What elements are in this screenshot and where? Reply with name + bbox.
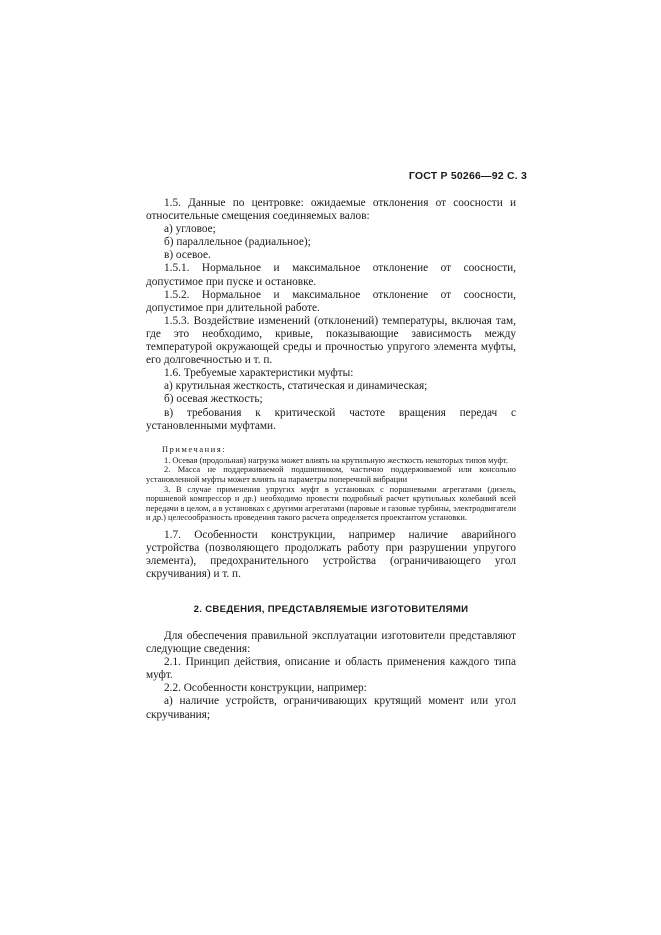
section-2-title: 2. СВЕДЕНИЯ, ПРЕДСТАВЛЯЕМЫЕ ИЗГОТОВИТЕЛЯМИ [193,604,469,615]
paragraph-2-2: 2.2. Особенности конструкции, например: [164,682,367,695]
list-item: а) наличие устройств, ограничивающих крутящий момент или угол скручивания; [146,695,516,721]
list-item: а) угловое; [164,223,216,236]
list-item: б) осевая жесткость; [164,393,263,406]
note-3: 3. В случае применения упругих муфт в установках с поршневыми агрегатами (дизель, поршневой компрессор и др.) необходимо провести подробный расчет крутильных колебаний всей передачи в целом, а в установках с другими агрегатами (паровые и газовые турбины, электродвигатели и др.) целесообразность проведения такого расчета определяется проектантом установки. [146,484,516,523]
note-1: 1. Осевая (продольная) нагрузка может влиять на крутильную жесткость некоторых типов муфт. [164,455,508,465]
section-2-body [146,630,516,722]
list-item: б) параллельное (радиальное); [164,236,311,249]
page-header: ГОСТ Р 50266—92 С. 3 [408,170,527,182]
section-2-intro: Для обеспечения правильной эксплуатации изготовители представляют следующие сведения: [146,630,516,656]
note-2: 2. Масса не поддерживаемой подшипником, частично поддерживаемой или консольно установленной муфты может влиять на параметры поперечной вибрации [146,465,516,484]
section-1-body [146,197,516,581]
paragraph-1-5-2: 1.5.2. Нормальное и максимальное отклонение от соосности, допустимое при длительной работе. [146,288,516,314]
paragraph-1-7: 1.7. Особенности конструкции, например наличие аварийного устройства (позволяющего продолжать работу при разрушении упругого элемента), предохранительного устройства (ограничивающего угол скручивания) и т. п. [146,528,516,581]
list-item: в) требования к критической частоте вращения передач с установленными муфтами. [146,406,516,432]
paragraph-1-5: 1.5. Данные по центровке: ожидаемые отклонения от соосности и относительные смещения соединяемых валов: [146,197,516,223]
paragraph-1-5-1: 1.5.1. Нормальное и максимальное отклонение от соосности, допустимое при пуске и остановке. [146,262,516,288]
paragraph-1-5-3: 1.5.3. Воздействие изменений (отклонений) температуры, включая там, где это необходимо, кривые, показывающие зависимость между температурой окружающей среды и прочностью упругого элемента муфты, его долговечностью и т. п. [146,314,516,367]
paragraph-1-6: 1.6. Требуемые характеристики муфты: [164,367,354,380]
list-item: а) крутильная жесткость, статическая и динамическая; [164,380,428,393]
notes-title: Примечания: [162,444,227,454]
list-item: в) осевое. [164,249,211,262]
paragraph-2-1: 2.1. Принцип действия, описание и область применения каждого типа муфт. [146,656,516,682]
